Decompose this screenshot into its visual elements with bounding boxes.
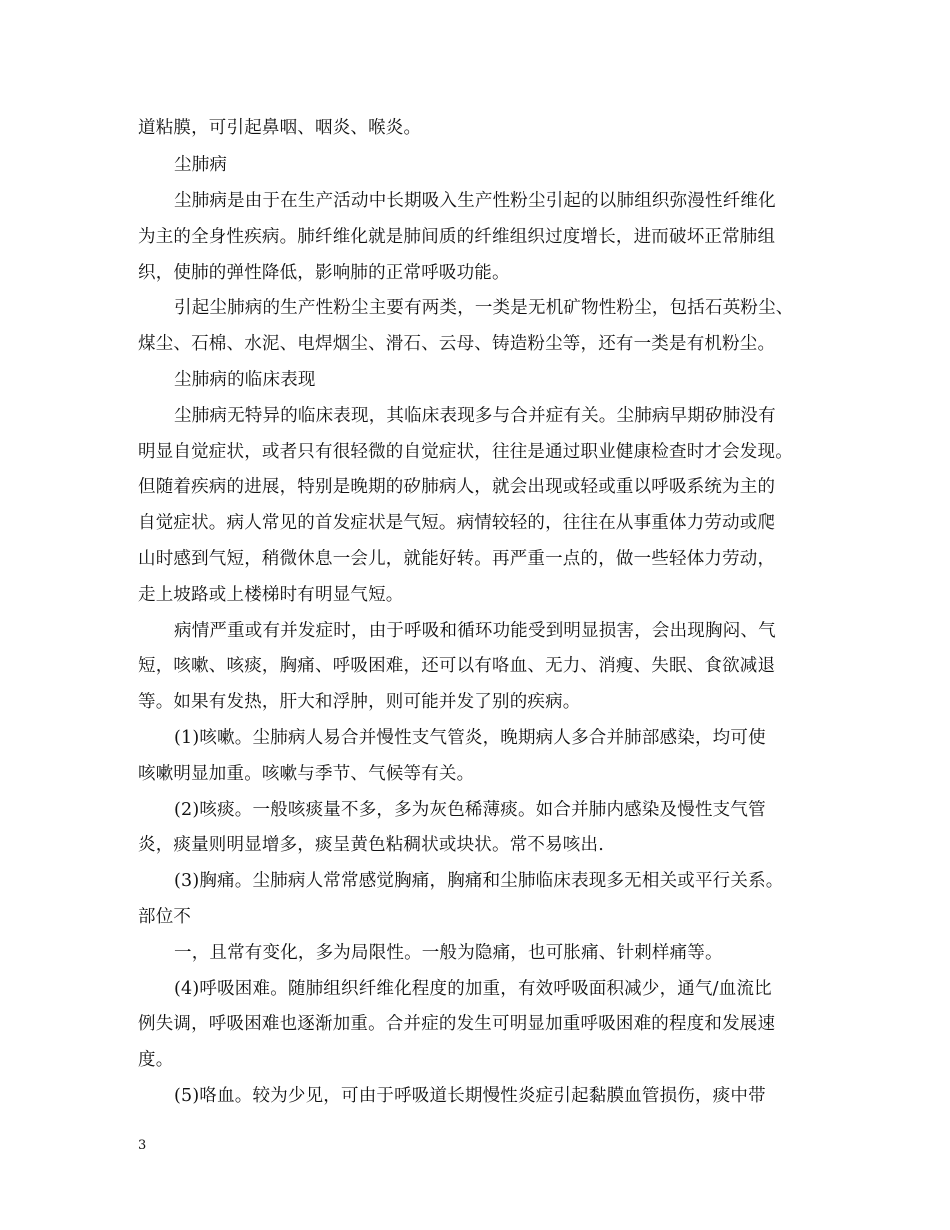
text-line: 山时感到气短，稍微休息一会儿，就能好转。再严重一点的，做一些轻体力劳动， xyxy=(138,549,776,569)
text-line: 道粘膜，可引起鼻咽、咽炎、喉炎。 xyxy=(138,118,422,138)
text-line: 引起尘肺病的生产性粉尘主要有两类，一类是无机矿物性粉尘，包括石英粉尘、 xyxy=(174,298,794,318)
text-line: 病情严重或有并发症时，由于呼吸和循环功能受到明显损害，会出现胸闷、气 xyxy=(174,621,776,641)
text-line: 咳嗽明显加重。咳嗽与季节、气候等有关。 xyxy=(138,764,475,784)
text-line: 织，使肺的弹性降低，影响肺的正常呼吸功能。 xyxy=(138,263,510,283)
text-line: 尘肺病无特异的临床表现，其临床表现多与合并症有关。尘肺病早期矽肺没有 xyxy=(174,406,776,426)
text-line: 等。如果有发热，肝大和浮肿，则可能并发了别的疾病。 xyxy=(138,692,581,712)
text-line: 煤尘、石棉、水泥、电焊烟尘、滑石、云母、铸造粉尘等，还有一类是有机粉尘。 xyxy=(138,334,776,354)
text-line: 为主的全身性疾病。肺纤维化就是肺间质的纤维组织过度增长，进而破坏正常肺组 xyxy=(138,227,776,247)
text-line: 走上坡路或上楼梯时有明显气短。 xyxy=(138,585,404,605)
text-line: 但随着疾病的进展，特别是晚期的矽肺病人，就会出现或轻或重以呼吸系统为主的 xyxy=(138,477,776,497)
text-line: 明显自觉症状，或者只有很轻微的自觉症状，往往是通过职业健康检查时才会发现。 xyxy=(138,442,793,462)
text-line: 一，且常有变化，多为局限性。一般为隐痛，也可胀痛、针刺样痛等。 xyxy=(174,943,723,963)
list-item: (5)咯血。较为少见，可由于呼吸道长期慢性炎症引起黏膜血管损伤，痰中带 xyxy=(174,1086,766,1106)
section-heading: 尘肺病 xyxy=(174,155,228,175)
text-line: 自觉症状。病人常见的首发症状是气短。病情较轻的，往往在从事重体力劳动或爬 xyxy=(138,513,776,533)
text-line: 例失调，呼吸困难也逐渐加重。合并症的发生可明显加重呼吸困难的程度和发展速 xyxy=(138,1014,776,1034)
text-line: 度。 xyxy=(138,1050,174,1070)
text-line: 尘肺病是由于在生产活动中长期吸入生产性粉尘引起的以肺组织弥漫性纤维化 xyxy=(174,191,776,211)
list-item: (3)胸痛。尘肺病人常常感觉胸痛，胸痛和尘肺临床表现多无相关或平行关系。 xyxy=(174,871,784,891)
text-line: 部位不 xyxy=(138,907,192,927)
list-item: (2)咳痰。一般咳痰量不多，多为灰色稀薄痰。如合并肺内感染及慢性支气管 xyxy=(174,800,766,820)
list-item: (4)呼吸困难。随肺组织纤维化程度的加重，有效呼吸面积减少，通气/血流比 xyxy=(174,979,772,999)
page-number: 3 xyxy=(138,1138,147,1153)
text-line: 炎，痰量则明显增多，痰呈黄色粘稠状或块状。常不易咳出. xyxy=(138,835,604,855)
list-item: (1)咳嗽。尘肺病人易合并慢性支气管炎，晚期病人多合并肺部感染，均可使 xyxy=(174,728,766,748)
text-line: 短，咳嗽、咳痰，胸痛、呼吸困难，还可以有咯血、无力、消瘦、失眠、食欲减退 xyxy=(138,656,776,676)
section-heading: 尘肺病的临床表现 xyxy=(174,370,316,390)
